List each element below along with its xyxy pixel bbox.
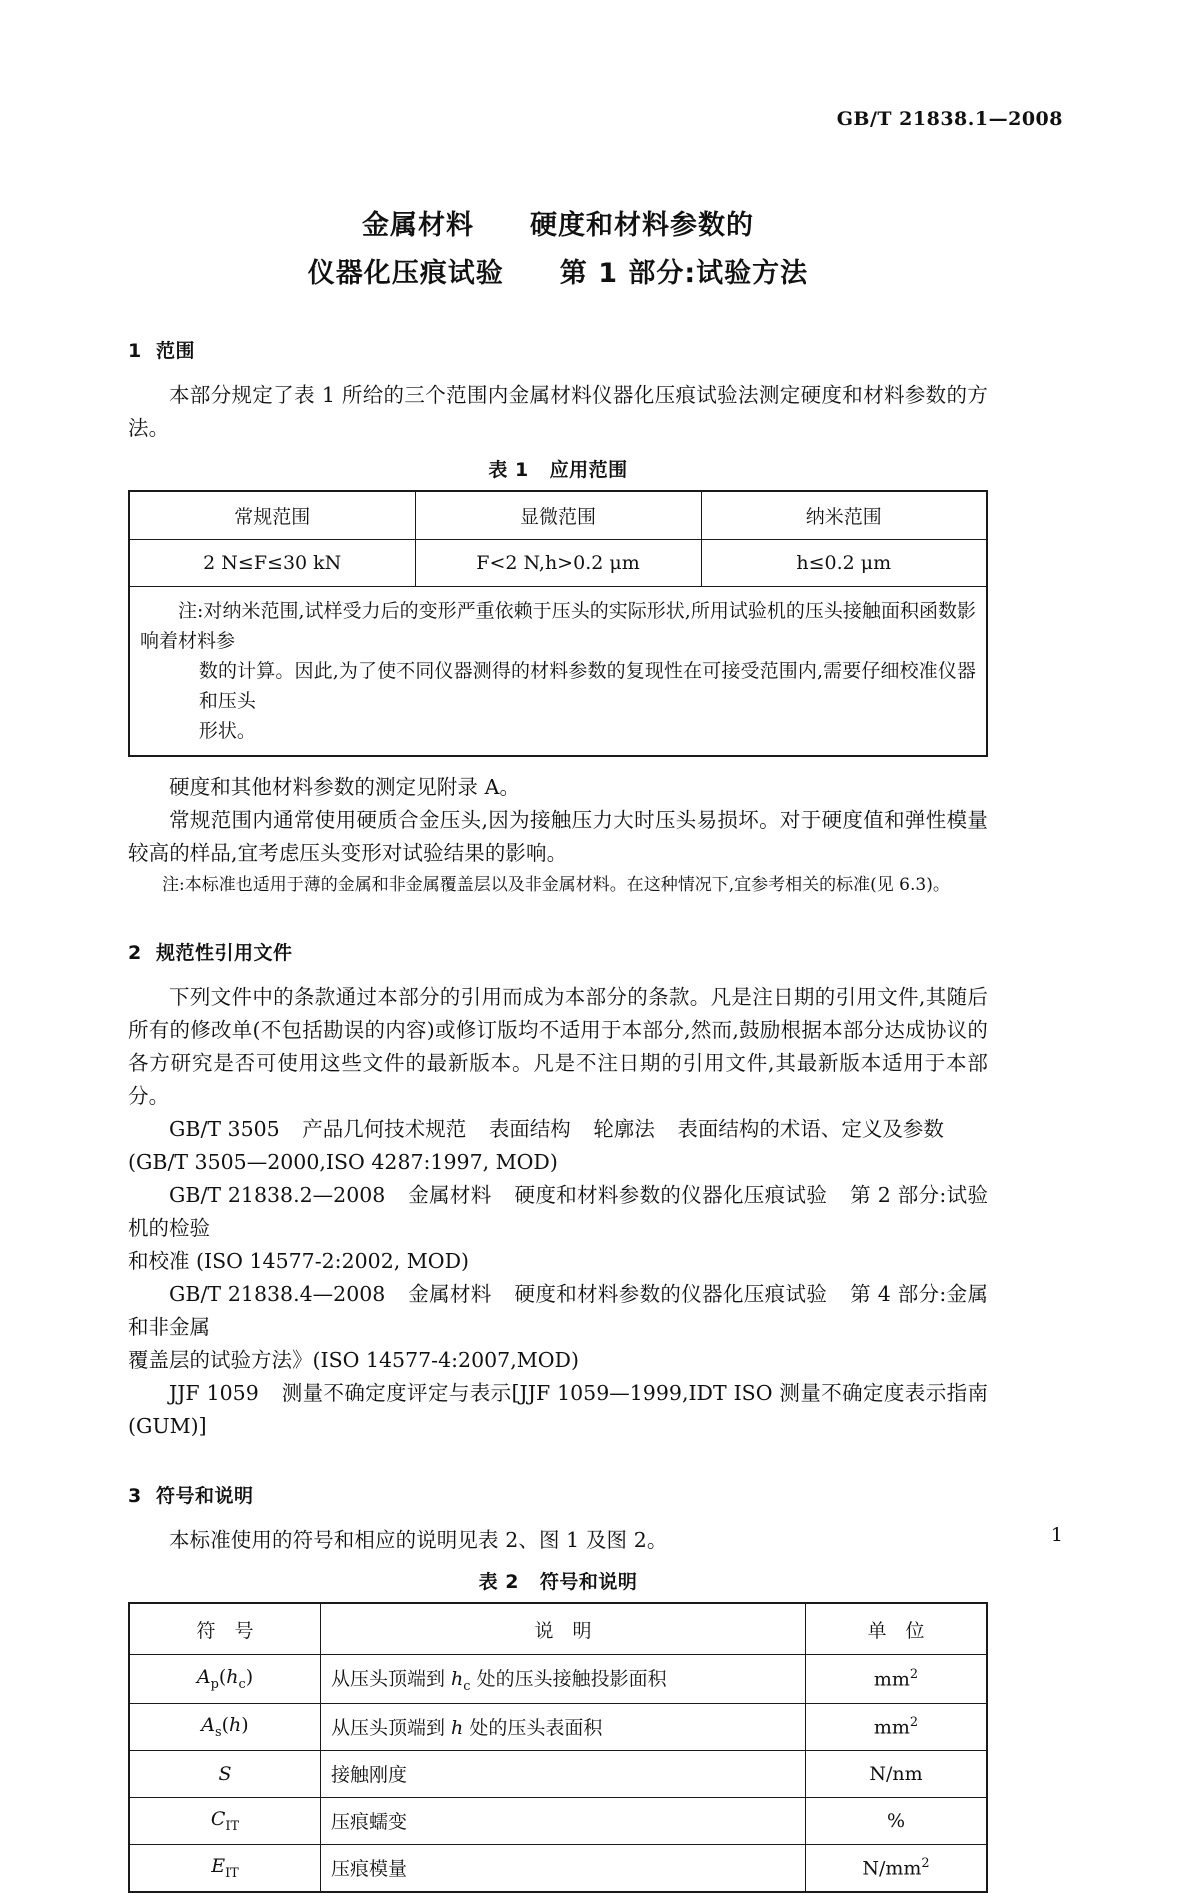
ref-text-gbt3505-b: 表面结构 [488,1117,571,1141]
reference-gbt3505-line1 [128,1113,988,1146]
ref-text-gbt218384-a: 金属材料 [407,1282,492,1306]
table2-symbol-as: $A_s(h)$ [129,1703,321,1750]
table2-caption [128,1567,988,1594]
table1-caption [128,455,988,482]
table2-symbol-eit: $E_{IT}$ [129,1844,321,1892]
table1-note-cell [129,587,987,757]
table1-note-line-2: 数的计算。因此,为了使不同仪器测得的材料参数的复现性在可接受范围内,需要仔细校准仪器和压头 [198,660,976,712]
table-application-ranges [128,490,988,757]
reference-gbt218384-line1 [128,1278,988,1344]
section-title-2: 规范性引用文件 [156,942,293,964]
reference-gbt218382-line1 [128,1179,988,1245]
section-heading-3 [128,1481,988,1508]
title-line-1: 金属材料 硬度和材料参数的 [362,210,754,241]
table2-description-ap: 从压头顶端到 $h_c$ 处的压头接触投影面积 [321,1655,806,1704]
table2-header-symbol: 符 号 [129,1603,321,1655]
table2-description-as: 从压头顶端到 h 处的压头表面积 [321,1703,806,1750]
ref-text-gbt3505-c: 轮廓法 [593,1117,655,1141]
table1-value-micro: F<2 N,h>0.2 μm [415,540,701,587]
ref-code-jjf1059: JJF 1059 [169,1381,259,1405]
table1-header-normal: 常规范围 [129,491,415,540]
section1-note: 注:本标准也适用于薄的金属和非金属覆盖层以及非金属材料。在这种情况下,宜参考相关的标准(见 6.3)。 [162,875,950,895]
desc-post: 处的压头表面积 [463,1717,603,1740]
table1-note-text-1: 对纳米范围,试样受力后的变形严重依赖于压头的实际形状,所用试验机的压头接触面积函数影响着材料参 [140,600,976,652]
section1-paragraph-1: 本部分规定了表 1 所给的三个范围内金属材料仪器化压痕试验法测定硬度和材料参数的方法。 [128,383,988,440]
table1-header-nano: 纳米范围 [701,491,987,540]
table2-caption-title: 符号和说明 [539,1571,638,1593]
table1-note-line-1 [140,596,976,656]
ref-text-gbt3505-a: 产品几何技术规范 [302,1117,467,1141]
table1-note-label: 注: [178,600,204,622]
table2-unit-ap: $mm^2$ [806,1655,988,1704]
table1-header-micro: 显微范围 [415,491,701,540]
table-row [129,1603,987,1655]
table-row [129,1655,987,1704]
section3-paragraph-1: 本标准使用的符号和相应的说明见表 2、图 1 及图 2。 [169,1528,668,1552]
table2-description-s: 接触刚度 [321,1750,806,1797]
table-row [129,1797,987,1844]
table-row [129,587,987,757]
table-symbols-and-descriptions [128,1602,988,1893]
reference-gbt218382-line2: 和校准 (ISO 14577-2:2002, MOD) [128,1249,470,1273]
table1-value-normal: 2 N≤F≤30 kN [129,540,415,587]
title-line-2: 仪器化压痕试验 第 1 部分:试验方法 [307,258,809,289]
page-number: 1 [1050,1524,1063,1546]
section2-paragraph-1: 下列文件中的条款通过本部分的引用而成为本部分的条款。凡是注日期的引用文件,其随后所有的修改单(不包括勘误的内容)或修订版均不适用于本部分,然而,鼓励根据本部分达成协议的各方研究是否可使用这些文件的最新版本。凡是不注日期的引用文件,其最新版本适用于本部分。 [128,985,988,1108]
table2-caption-label: 表 2 [478,1571,519,1593]
table1-caption-title: 应用范围 [549,459,628,481]
ref-code-gbt3505: GB/T 3505 [169,1117,280,1141]
table1-value-nano: h≤0.2 μm [701,540,987,587]
table-row [129,1844,987,1892]
page-title [128,202,988,298]
ref-text-gbt218384-c: 第 4 部分:金属和非金属 [128,1282,989,1339]
table-row [129,1703,987,1750]
section1-paragraph-2: 硬度和其他材料参数的测定见附录 A。 [169,775,521,799]
table2-description-eit: 压痕模量 [321,1844,806,1892]
table1-caption-label: 表 1 [488,459,529,481]
ref-text-gbt218382-a: 金属材料 [407,1183,492,1207]
desc-pre: 从压头顶端到 [331,1668,452,1690]
table2-header-description: 说 明 [321,1603,806,1655]
table2-description-cit: 压痕蠕变 [321,1797,806,1844]
table-row [129,491,987,540]
ref-code-gbt218382: GB/T 21838.2—2008 [169,1183,386,1207]
reference-gbt3505-line2: (GB/T 3505—2000,ISO 4287:1997, MOD) [128,1150,558,1174]
table-row [129,1750,987,1797]
table1-note-line-3: 形状。 [198,720,256,742]
desc-pre: 从压头顶端到 [331,1717,452,1740]
desc-post: 处的压头接触投影面积 [470,1668,667,1690]
table2-unit-as: $mm^2$ [806,1703,988,1750]
section-heading-1 [128,336,988,363]
ref-text-jjf1059: 测量不确定度评定与表示[JJF 1059—1999,IDT ISO 测量不确定度表示指南(GUM)] [128,1381,988,1438]
ref-text-gbt3505-d: 表面结构的术语、定义及参数 [677,1117,944,1141]
reference-jjf1059 [128,1377,988,1443]
section-title-3: 符号和说明 [156,1485,254,1507]
table2-header-unit: 单 位 [806,1603,988,1655]
section-heading-2 [128,938,988,965]
table2-unit-cit: % [806,1797,988,1844]
table2-symbol-s: S [129,1750,321,1797]
section-number-1: 1 [128,340,142,362]
section1-paragraph-3: 常规范围内通常使用硬质合金压头,因为接触压力大时压头易损坏。对于硬度值和弹性模量较高的样品,宜考虑压头变形对试验结果的影响。 [128,808,988,865]
section-number-3: 3 [128,1485,142,1507]
table-row [129,540,987,587]
ref-text-gbt218382-b: 硬度和材料参数的仪器化压痕试验 [514,1183,828,1207]
table2-unit-eit: $N/mm^2$ [806,1844,988,1892]
ref-text-gbt218382-c: 第 2 部分:试验机的检验 [128,1183,989,1240]
ref-code-gbt218384: GB/T 21838.4—2008 [169,1282,386,1306]
table2-unit-s: N/nm [806,1750,988,1797]
ref-text-gbt218384-b: 硬度和材料参数的仪器化压痕试验 [514,1282,828,1306]
section-number-2: 2 [128,942,142,964]
running-header: GB/T 21838.1—2008 [836,108,1063,130]
page-content [128,150,988,1893]
section-title-1: 范围 [156,340,196,362]
table2-symbol-ap: $A_p(h_c)$ [129,1655,321,1704]
table2-symbol-cit: $C_{IT}$ [129,1797,321,1844]
reference-gbt218384-line2: 覆盖层的试验方法》(ISO 14577-4:2007,MOD) [128,1348,579,1372]
